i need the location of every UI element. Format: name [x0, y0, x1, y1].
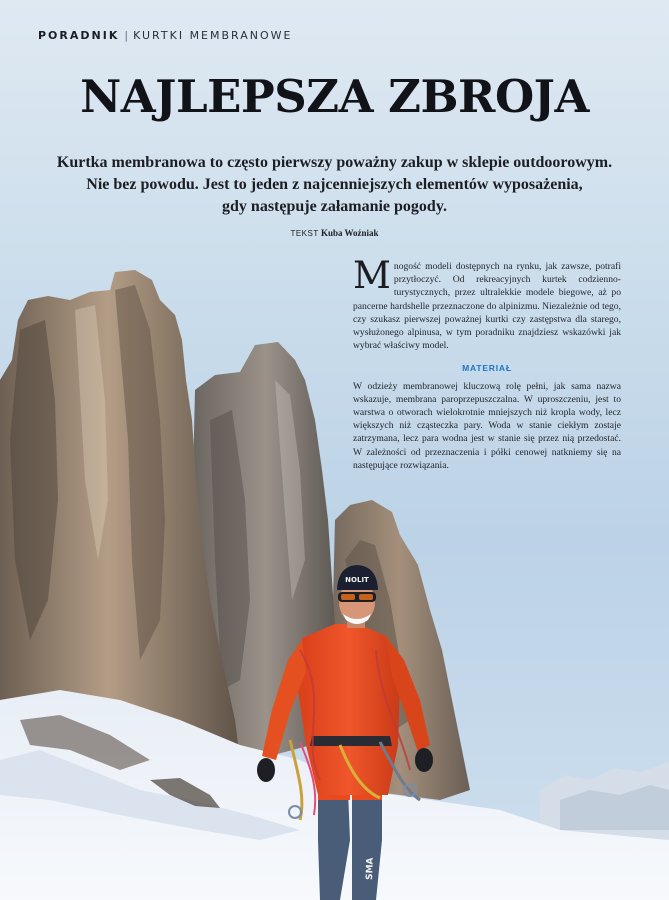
section-subheading: MATERIAŁ	[462, 363, 512, 374]
lead-line-3: gdy następuje załamanie pogody.	[222, 198, 447, 215]
byline-label: TEKST	[290, 229, 319, 238]
byline	[0, 228, 669, 238]
section-label: PORADNIK	[38, 29, 120, 42]
intro-paragraph	[353, 254, 621, 352]
byline-author: Kuba Woźniak	[320, 228, 379, 238]
body-paragraph: W odzieży membranowej kluczową rolę pełni, jak sama nazwa wskazuje, membrana paroprzepuszczalna. W uproszczeniu, jest to warstwa o otworach wielokrotnie mniejszych niż kropla wody, lecz większych niż cząsteczka pary. Woda w stanie ciekłym zostaje zatrzymana, lecz para wodna jest w stanie się przez nią przedostać. W zależności od przeznaczenia i półki cenowej natkniemy się na następujące rozwiązania.	[353, 380, 621, 471]
category-label: KURTKI MEMBRANOWE	[133, 29, 293, 42]
drop-cap: M	[353, 254, 391, 297]
helmet-logo-text: NOLIT	[345, 576, 369, 584]
kicker-separator: |	[124, 29, 129, 42]
lead-line-2: Nie bez powodu. Jest to jeden z najcenniejszych elementów wyposażenia,	[86, 176, 583, 193]
intro-text: nogość modeli dostępnych na rynku, jak zawsze, potrafi przytłoczyć. Od rekreacyjnych kurtek codzienno-turystycznych, przez ultralekkie modele biegowe, aż po pancerne hardshelle przeznaczone do alpinizmu. Niezależnie od tego, czy szukasz pierwszej poważnej kurtki czy zastępstwa dla starego, wysłużonego alpinusa, w tym poradniku znajdziesz wskazówki jak wybrać właściwy model.	[353, 261, 621, 352]
article-title: NAJLEPSZA ZBROJA	[80, 70, 589, 123]
article-body	[353, 254, 621, 472]
article-lead	[30, 152, 639, 218]
lead-line-1: Kurtka membranowa to często pierwszy poważny zakup w sklepie outdoorowym.	[56, 154, 613, 171]
pants-logo-text: SMA	[365, 857, 376, 881]
section-kicker	[38, 29, 292, 42]
